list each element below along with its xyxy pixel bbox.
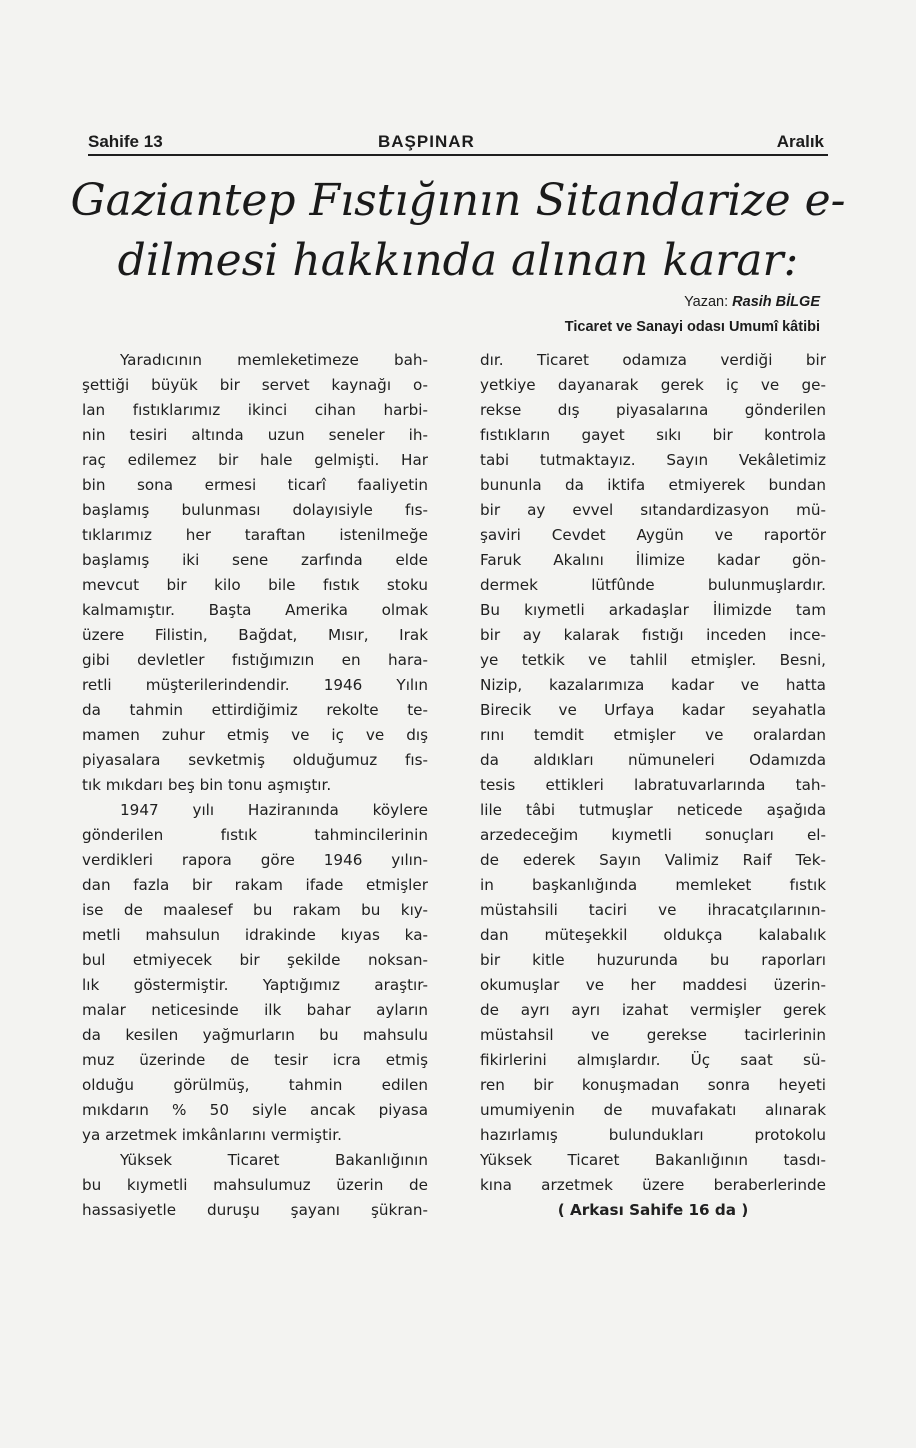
text-line: lan fıstıklarımız ikinci cihan harbi- xyxy=(82,401,428,419)
text-line: retli müşterilerindendir. 1946 Yılın xyxy=(82,676,428,694)
author-role: Ticaret ve Sanayi odası Umumî kâtibi xyxy=(564,319,820,335)
text-line: başlamış iki sene zarfında elde xyxy=(82,551,428,569)
text-line: kına arzetmek üzere beraberlerinde xyxy=(480,1176,826,1194)
text-line: bu kıymetli mahsulumuz üzerin de xyxy=(82,1176,428,1194)
page-header xyxy=(88,128,824,154)
text-line: ya arzetmek imkânlarını vermiştir. xyxy=(82,1126,342,1144)
text-line: de ederek Sayın Valimiz Raif Tek- xyxy=(480,851,826,869)
text-line: rekse dış piyasalarına gönderilen xyxy=(480,401,826,419)
continued-note: ( Arkası Sahife 16 da ) xyxy=(557,1201,749,1219)
text-line: umumiyenin de muvafakatı alınarak xyxy=(480,1101,826,1119)
text-line: şaviri Cevdet Aygün ve raportör xyxy=(480,526,826,544)
text-line: Yüksek Ticaret Bakanlığının tasdı- xyxy=(480,1151,826,1169)
text-line: Faruk Akalını İlimize kadar gön- xyxy=(480,551,826,569)
page-number: Sahife 13 xyxy=(88,132,163,151)
text-line: şettiği büyük bir servet kaynağı o- xyxy=(82,376,428,394)
text-line: bununla da iktifa etmiyerek bundan xyxy=(480,476,826,494)
text-line: müstahsil ve gerekse tacirlerinin xyxy=(480,1026,826,1044)
text-line: bir ay evvel sıtandardizasyon mü- xyxy=(480,501,826,519)
text-line: mevcut bir kilo bile fıstık stoku xyxy=(82,576,428,594)
text-line: 1947 yılı Haziranında köylere xyxy=(120,801,428,819)
text-line: Birecik ve Urfaya kadar seyahatla xyxy=(480,701,826,719)
article-title-line-1: Gaziantep Fıstığının Sitandarize e- xyxy=(70,175,846,226)
text-line: nin tesiri altında uzun seneler ih- xyxy=(82,426,428,444)
text-line: Yaradıcının memleketimeze bah- xyxy=(120,351,428,369)
text-line: ren bir konuşmadan sonra heyeti xyxy=(480,1076,826,1094)
article-column-left xyxy=(82,348,428,1223)
text-line: verdikleri rapora göre 1946 yılın- xyxy=(82,851,428,869)
text-line: muz üzerinde de tesir icra etmiş xyxy=(82,1051,428,1069)
text-line: Bu kıymetli arkadaşlar İlimizde tam xyxy=(480,601,826,619)
text-line: yetkiye dayanarak gerek iç ve ge- xyxy=(480,376,826,394)
text-line: ise de maalesef bu rakam bu kıy- xyxy=(82,901,428,919)
text-line: bul etmiyecek bir şekilde noksan- xyxy=(82,951,428,969)
text-line: gibi devletler fıstığımızın en hara- xyxy=(82,651,428,669)
text-line: bin sona ermesi ticarî faaliyetin xyxy=(82,476,428,494)
text-line: tesis ettikleri labratuvarlarında tah- xyxy=(480,776,826,794)
text-line: mıkdarın % 50 siyle ancak piyasa xyxy=(82,1101,428,1119)
text-line: tıklarımız her taraftan istenilmeğe xyxy=(82,526,428,544)
text-line: dan müteşekkil oldukça kalabalık xyxy=(480,926,826,944)
text-line: tabi tutmaktayız. Sayın Vekâletimiz xyxy=(480,451,826,469)
text-line: okumuşlar ve her maddesi üzerin- xyxy=(480,976,826,994)
author-name: Rasih BİLGE xyxy=(732,294,820,310)
text-line: piyasalara sevketmiş olduğumuz fıs- xyxy=(82,751,428,769)
text-line: dermek lütfûnde bulunmuşlardır. xyxy=(480,576,826,594)
text-line: dır. Ticaret odamıza verdiği bir xyxy=(480,351,826,369)
article-column-right xyxy=(480,348,826,1223)
text-line: fıstıkların gayet sıkı bir kontrola xyxy=(480,426,826,444)
text-line: da aldıkları nümuneleri Odamızda xyxy=(480,751,826,769)
text-line: başlamış bulunması dolayısiyle fıs- xyxy=(82,501,428,519)
text-line: metli mahsulun idrakinde kıyas ka- xyxy=(82,926,428,944)
article-title-line-2: dilmesi hakkında alınan karar: xyxy=(117,235,799,286)
text-line: ye tetkik ve tahlil etmişler. Besni, xyxy=(480,651,826,669)
text-line: da tahmin ettirdiğimiz rekolte te- xyxy=(82,701,428,719)
text-line: malar neticesinde ilk bahar ayların xyxy=(82,1001,428,1019)
text-line: mamen zuhur etmiş ve iç ve dış xyxy=(82,726,428,744)
text-line: bir kitle huzurunda bu raporları xyxy=(480,951,826,969)
text-line: hassasiyetle duruşu şayanı şükran- xyxy=(82,1201,428,1219)
text-line: Nizip, kazalarımıza kadar ve hatta xyxy=(480,676,826,694)
text-line: olduğu görülmüş, tahmin edilen xyxy=(82,1076,428,1094)
publication-name: BAŞPINAR xyxy=(378,132,475,151)
header-rule xyxy=(88,154,828,156)
text-line: üzere Filistin, Bağdat, Mısır, Irak xyxy=(82,626,428,644)
text-line: de ayrı ayrı izahat vermişler gerek xyxy=(480,1001,826,1019)
text-line: kalmamıştır. Başta Amerika olmak xyxy=(82,601,428,619)
text-line: raç edilemez bir hale gelmişti. Har xyxy=(82,451,428,469)
text-line: rını temdit etmişler ve oralardan xyxy=(480,726,826,744)
author-byline xyxy=(420,294,820,310)
text-line: gönderilen fıstık tahmincilerinin xyxy=(82,826,428,844)
text-line: tık mıkdarı beş bin tonu aşmıştır. xyxy=(82,776,332,794)
text-line: dan fazla bir rakam ifade etmişler xyxy=(82,876,428,894)
text-line: lile tâbi tutmuşlar neticede aşağıda xyxy=(480,801,826,819)
text-line: in başkanlığında memleket fıstık xyxy=(480,876,826,894)
text-line: arzedeceğim kıymetli sonuçları el- xyxy=(480,826,826,844)
issue-month: Aralık xyxy=(776,132,824,151)
text-line: lık göstermiştir. Yaptığımız araştır- xyxy=(82,976,428,994)
text-line: müstahsili taciri ve ihracatçılarının- xyxy=(480,901,826,919)
text-line: hazırlamış bulundukları protokolu xyxy=(480,1126,826,1144)
text-line: da kesilen yağmurların bu mahsulu xyxy=(82,1026,428,1044)
text-line: Yüksek Ticaret Bakanlığının xyxy=(120,1151,428,1169)
author-prefix: Yazan: xyxy=(684,294,729,310)
text-line: fikirlerini almışlardır. Üç saat sü- xyxy=(480,1051,826,1069)
text-line: bir ay kalarak fıstığı inceden ince- xyxy=(480,626,826,644)
